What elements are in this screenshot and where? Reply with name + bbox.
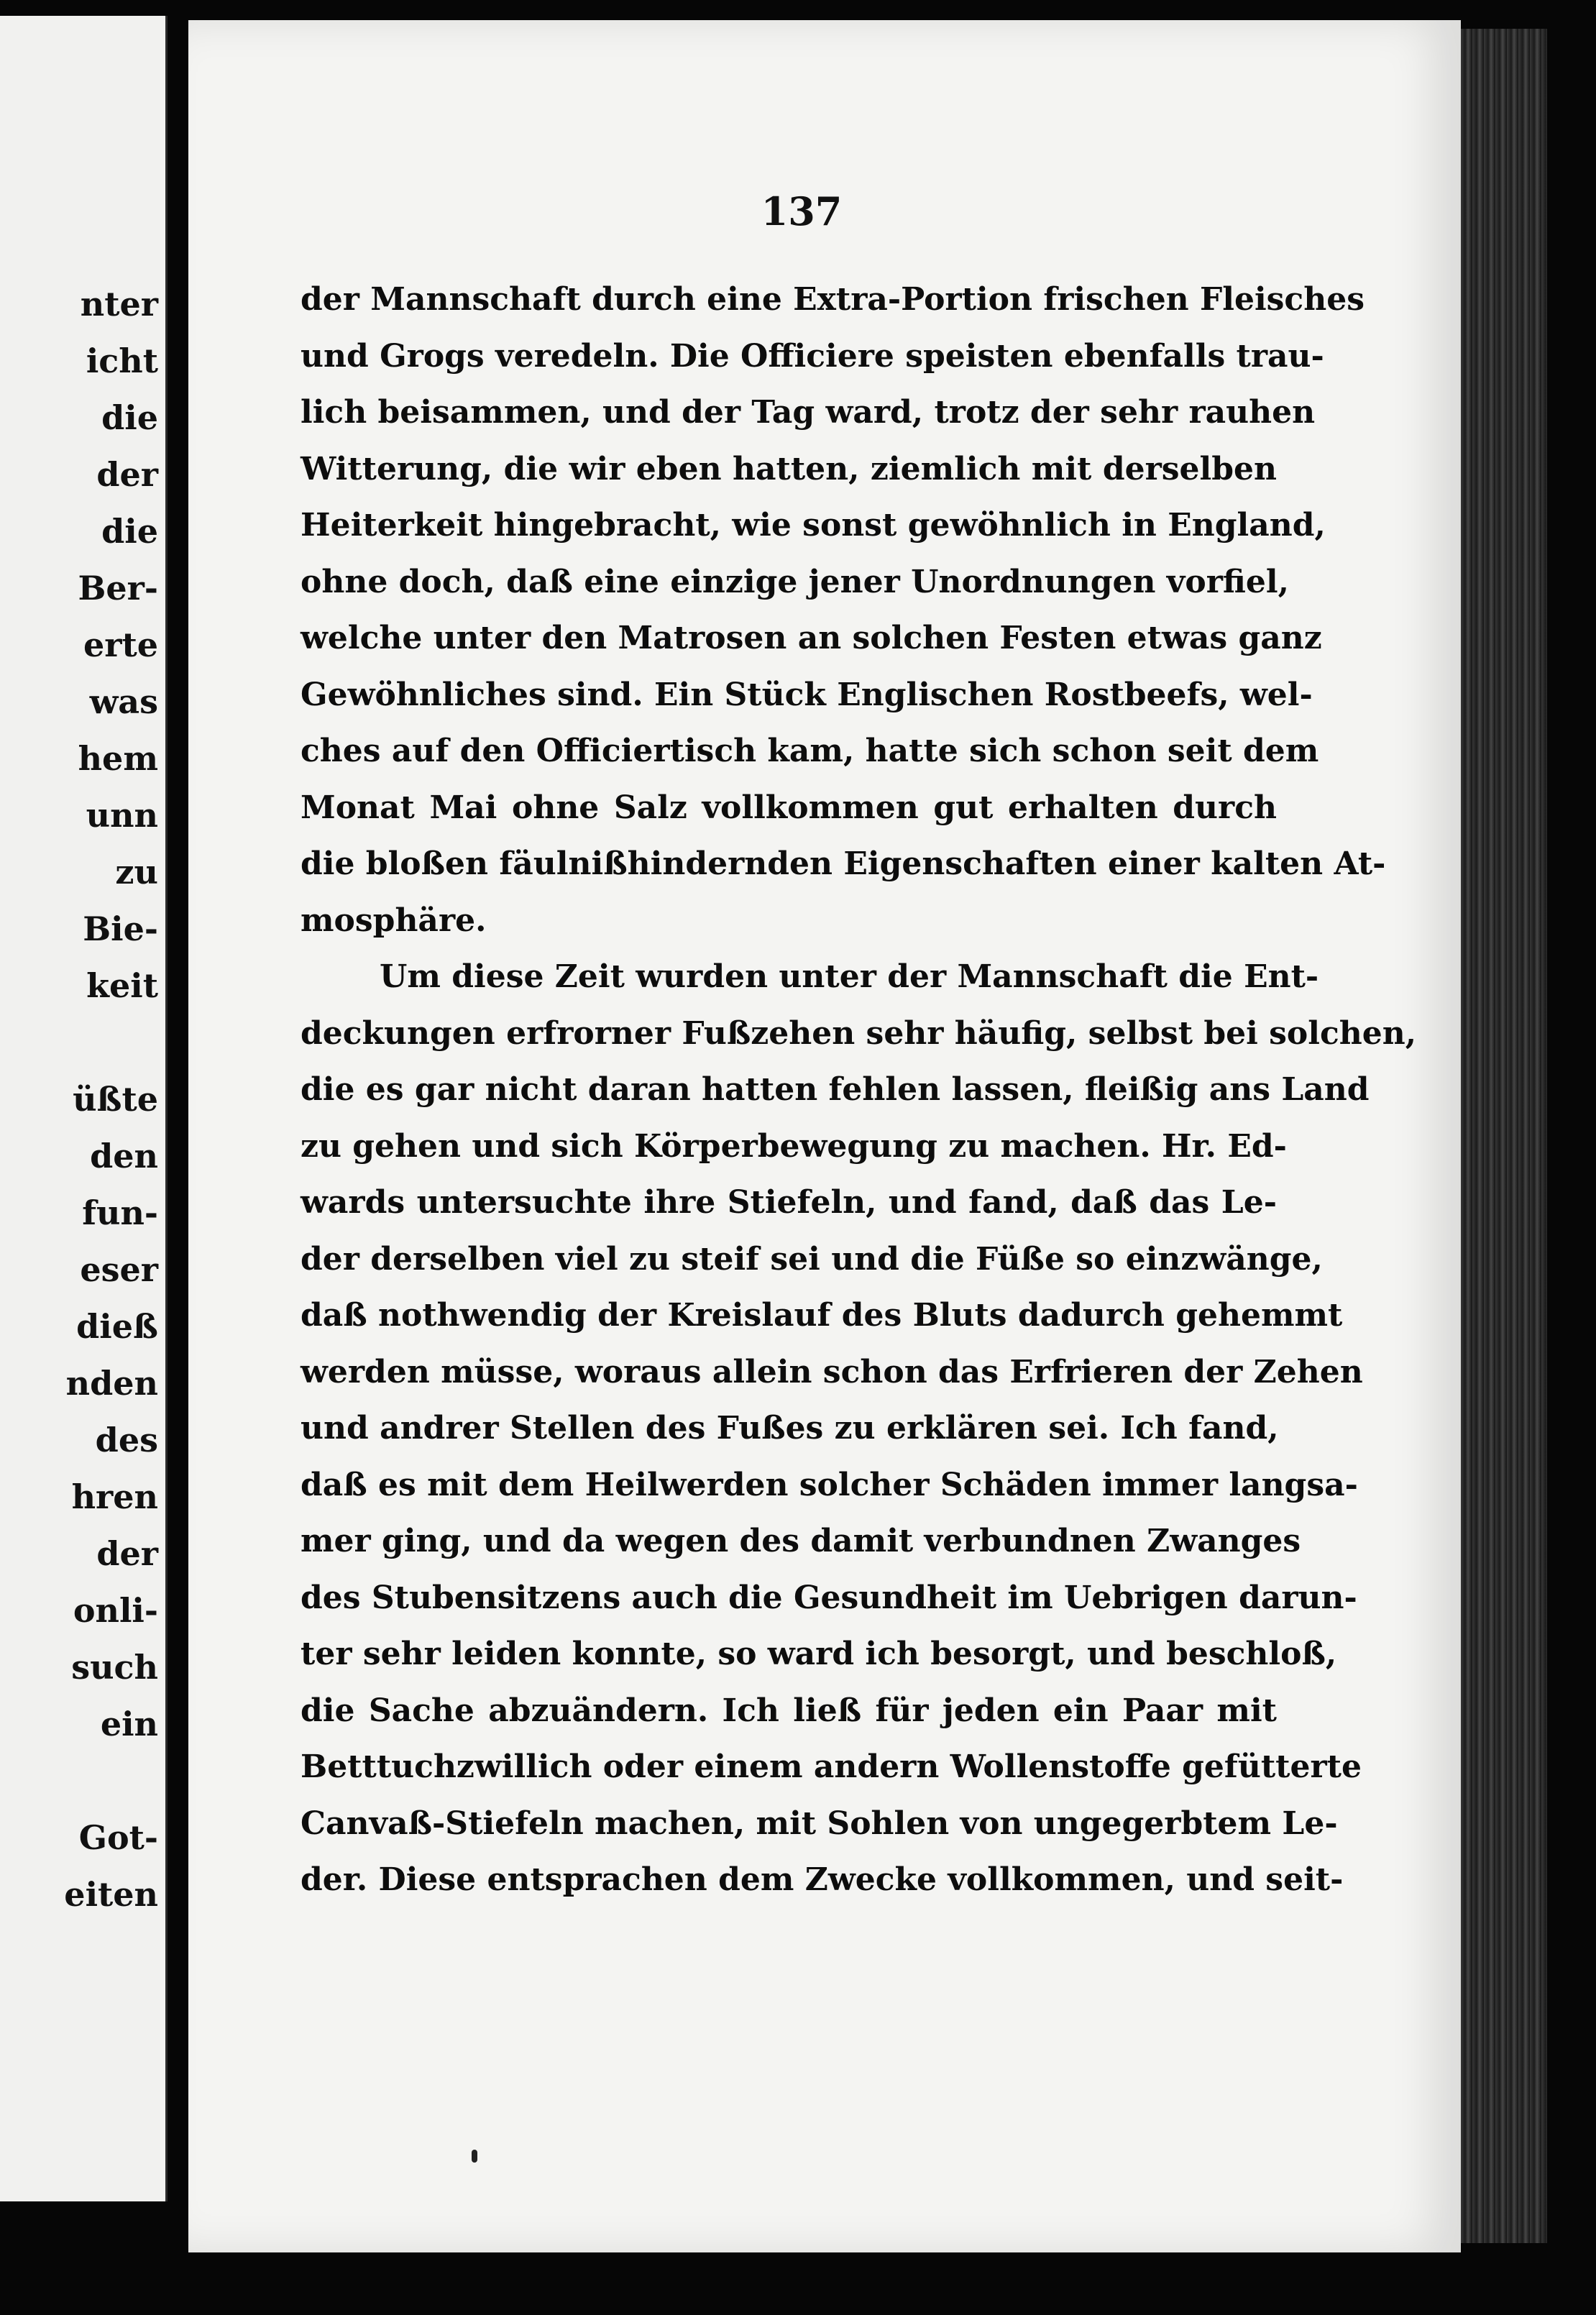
left-fragment-line: hem [78,739,158,778]
left-fragment-line: icht [86,341,158,380]
text-line: ter sehr leiden konnte, so ward ich besorgt, und beschloß, [301,1636,1337,1672]
text-line: Gewöhnliches sind. Ein Stück Englischen Rostbeefs, wel- [301,676,1313,713]
text-line: Monat Mai ohne Salz vollkommen gut erhalten durch [301,789,1277,826]
left-fragment-line: was [89,682,158,721]
text-line: lich beisammen, und der Tag ward, trotz der sehr rauhen [301,394,1316,431]
left-fragment-line [14,1753,158,1810]
text-line: wards untersuchte ihre Stiefeln, und fand, daß das Le- [301,1184,1277,1221]
text-line: Heiterkeit hingebracht, wie sonst gewöhnlich in England, [301,507,1326,544]
text-line: mosphäre. [301,902,487,939]
left-page-text-column [14,276,158,1923]
text-line: die Sache abzuändern. Ich ließ für jeden ein Paar mit [301,1692,1277,1729]
text-line: Betttuchzwillich oder einem andern Wollenstoffe gefütterte [301,1748,1362,1785]
text-line: der Mannschaft durch eine Extra-Portion frischen Fleisches [301,281,1365,318]
text-line: Canvaß-Stiefeln machen, mit Sohlen von ungegerbtem Le- [301,1805,1338,1842]
left-fragment-line: die [101,398,158,437]
text-line: des Stubensitzens auch die Gesundheit im Uebrigen darun- [301,1579,1357,1616]
left-fragment-line: die [101,512,158,551]
left-fragment-line: onli- [73,1591,158,1630]
text-line: daß nothwendig der Kreislauf des Bluts dadurch gehemmt [301,1297,1343,1334]
text-line: die bloßen fäulnißhindernden Eigenschaften einer kalten At- [301,845,1386,882]
left-fragment-line: fun- [82,1193,158,1232]
text-line: zu gehen und sich Körperbewegung zu machen. Hr. Ed- [301,1127,1287,1165]
text-line: und Grogs veredeln. Die Officiere speisten ebenfalls trau- [301,337,1324,375]
left-fragment-line: der [96,455,158,494]
text-line: deckungen erfrorner Fußzehen sehr häufig, selbst bei solchen, [301,1014,1417,1052]
text-line: werden müsse, woraus allein schon das Erfrieren der Zehen [301,1353,1363,1390]
text-line: Witterung, die wir eben hatten, ziemlich mit derselben [301,450,1277,487]
text-line: der derselben viel zu steif sei und die Füße so einzwänge, [301,1240,1323,1278]
left-fragment-line: dieß [76,1307,158,1346]
left-fragment-line: üßte [73,1080,158,1119]
left-page-fragment [0,16,168,2201]
left-fragment-line: keit [86,966,158,1005]
text-line: ches auf den Officiertisch kam, hatte sich schon seit dem [301,733,1319,769]
text-line: die es gar nicht daran hatten fehlen lassen, fleißig ans Land [301,1071,1370,1108]
left-fragment-line: eser [80,1250,158,1289]
left-fragment-line: eiten [64,1875,158,1914]
text-line: welche unter den Matrosen an solchen Festen etwas ganz [301,620,1322,656]
left-fragment-line: Bie- [83,909,158,948]
left-fragment-line: erte [83,625,158,664]
left-fragment-line: Ber- [78,569,158,608]
left-fragment-line: nden [65,1364,158,1403]
left-fragment-line: ein [100,1705,158,1743]
page-edge-binding [1461,29,1547,2243]
text-line: mer ging, und da wegen des damit verbundnen Zwanges [301,1523,1301,1559]
text-line: ohne doch, daß eine einzige jener Unordnungen vorfiel, [301,563,1289,600]
text-line: Um diese Zeit wurden unter der Mannschaft die Ent- [380,958,1319,995]
ink-speck [472,2150,477,2163]
left-fragment-line [14,1014,158,1071]
left-fragment-line: hren [71,1477,158,1516]
left-fragment-line: such [71,1648,158,1687]
left-fragment-line: des [95,1421,158,1459]
text-line: der. Diese entsprachen dem Zwecke vollkommen, und seit- [301,1861,1344,1898]
left-fragment-line: unn [86,796,158,835]
left-fragment-line: zu [115,853,158,891]
text-line: daß es mit dem Heilwerden solcher Schäden immer langsa- [301,1466,1358,1503]
left-fragment-line: nter [80,285,158,324]
left-fragment-line: der [96,1534,158,1573]
left-fragment-line: Got- [78,1818,158,1857]
body-text [301,272,1417,1909]
text-line: und andrer Stellen des Fußes zu erklären sei. Ich fand, [301,1410,1279,1447]
left-fragment-line: den [90,1137,158,1175]
page-number: 137 [761,188,843,234]
